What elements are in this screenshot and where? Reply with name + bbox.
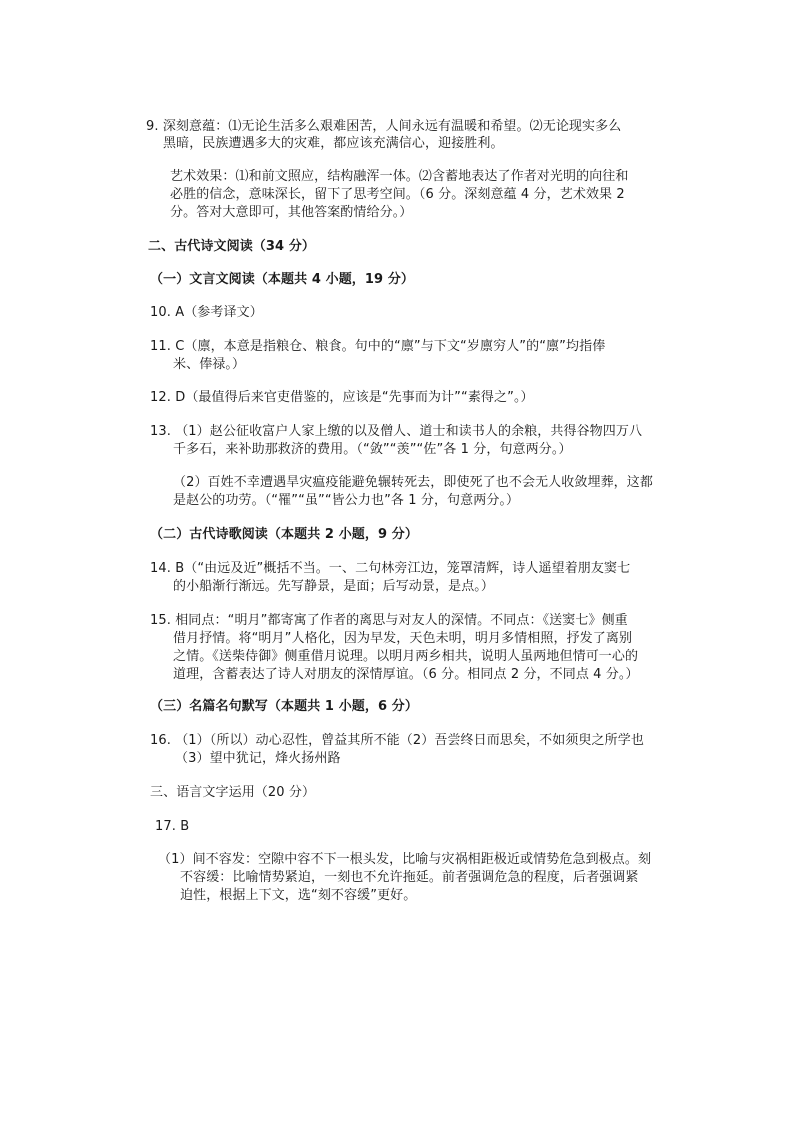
art-effect-line-3: 分。答对大意即可，其他答案酌情给分。） — [170, 205, 413, 220]
art-effect-line-2: 必胜的信念，意味深长，留下了思考空间。（6 分。深刻意蕴 4 分，艺术效果 2 — [170, 187, 625, 202]
art-effect-line-1: 艺术效果：⑴和前文照应，结构融浑一体。⑵含蓄地表达了作者对光明的向往和 — [170, 169, 629, 184]
answer-12: 12. D（最值得后来官吏借鉴的，应该是“先事而为计”“素得之”。） — [150, 390, 534, 405]
answer-10: 10. A（参考译文） — [150, 305, 263, 320]
section-2-title: 二、古代诗文阅读（34 分） — [148, 239, 316, 254]
answer-13-part-2-line-2: 是赵公的功劳。（“罹”“虽”“皆公力也”各 1 分，句意两分。） — [173, 493, 520, 508]
answer-15-line-4: 道理，含蓄表达了诗人对朋友的深情厚谊。（6 分。相同点 2 分，不同点 4 分。） — [173, 667, 639, 682]
answer-11-line-1: 11. C（廪，本意是指粮仓、粮食。句中的“廪”与下文“岁廪穷人”的“廪”均指俸 — [150, 339, 606, 354]
answer-9-line-1: 9. 深刻意蕴：⑴无论生活多么艰难困苦，人间永远有温暖和希望。⑵无论现实多么 — [146, 119, 622, 134]
answer-14-line-2: 的小船渐行渐远。先写静景，是面；后写动景，是点。） — [173, 579, 495, 594]
answer-13-line-1: 13. （1）赵公征收富户人家上缴的以及僧人、道士和读书人的余粮，共得谷物四万八 — [150, 424, 643, 439]
answer-18-line-3: 迫性，根据上下文，选“刻不容缓”更好。 — [180, 888, 417, 903]
answer-15-line-1: 15. 相同点：“明月”都寄寓了作者的离思与对友人的深情。不同点：《送窦七》侧重 — [150, 613, 628, 628]
subsection-2-title: （二）古代诗歌阅读（本题共 2 小题，9 分） — [150, 527, 418, 542]
section-3-title: 三、语言文字运用（20 分） — [150, 785, 316, 800]
answer-15-line-2: 借月抒情。将“明月”人格化，因为早发，天色未明，明月多情相照，抒发了离别 — [173, 631, 633, 646]
answer-18-line-2: 不容缓：比喻情势紧迫，一刻也不允许拖延。前者强调危急的程度，后者强调紧 — [180, 870, 639, 885]
answer-9-line-2: 黑暗，民族遭遇多大的灾难，都应该充满信心，迎接胜利。 — [163, 136, 504, 151]
subsection-1-title: （一）文言文阅读（本题共 4 小题，19 分） — [150, 272, 415, 287]
answer-13-part-2-line-1: （2）百姓不幸遭遇旱灾瘟疫能避免辗转死去，即使死了也不会无人收敛埋葬，这都 — [173, 475, 653, 490]
answer-18-line-1: （1）间不容发：空隙中容不下一根头发，比喻与灾祸相距极近或情势危急到极点。刻 — [158, 852, 652, 867]
answer-16-line-2: （3）望中犹记，烽火扬州路 — [175, 751, 341, 766]
answer-13-line-2: 千多石，来补助那救济的费用。（“敛”“羡”“佐”各 1 分，句意两分。） — [173, 442, 572, 457]
answer-14-line-1: 14. B（“由远及近”概括不当。一、二句林旁江边，笼罩清辉，诗人遥望着朋友窦七 — [150, 561, 631, 576]
answer-11-line-2: 米、俸禄。） — [173, 357, 246, 372]
answer-15-line-3: 之情。《送柴侍御》侧重借月说理。以明月两乡相共，说明人虽两地但情可一心的 — [173, 649, 639, 664]
answer-17: 17. B — [155, 819, 190, 834]
answer-16-line-1: 16. （1）（所以）动心忍性，曾益其所不能（2）吾尝终日而思矣，不如须臾之所学也 — [150, 733, 644, 748]
subsection-3-title: （三）名篇名句默写（本题共 1 小题，6 分） — [150, 699, 418, 714]
